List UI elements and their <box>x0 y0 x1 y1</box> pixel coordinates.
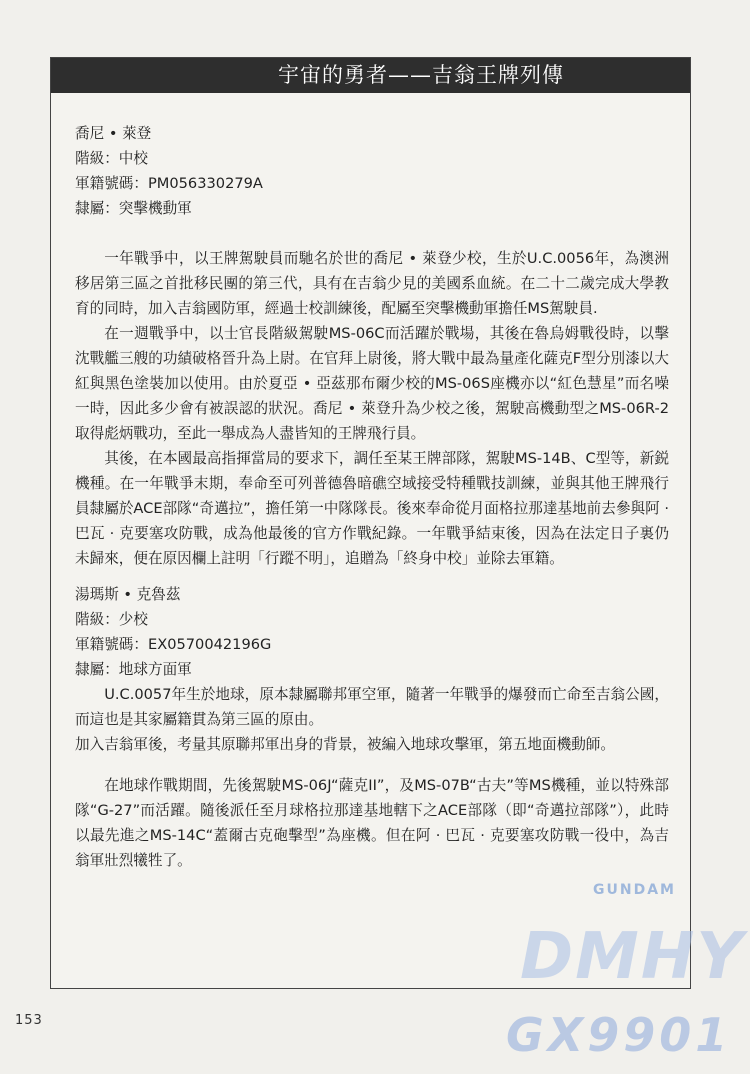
article-body <box>75 121 669 873</box>
watermark-main-text: DMHY <box>520 920 745 994</box>
paragraph: 其後，在本國最高指揮當局的要求下，調任至某王牌部隊，駕駛MS-14B、C型等，新鋭機種。在一年戰爭末期，奉命至可列普德魯暗礁空域接受特種戰技訓練，並與其他王牌飛行員隸屬於ACE部隊“奇邁拉”，擔任第一中隊隊長。後來奉命從月面格拉那達基地前去參與阿 · 巴瓦 · 克要塞攻防戰，成為他最後的官方作戰紀錄。一年戰爭結束後，因為在法定日子裏仍未歸來，便在原因欄上註明「行蹤不明」，追贈為「終身中校」並除去軍籍。 <box>75 450 669 567</box>
profile-serial: 軍籍號碼：EX0570042196G <box>75 636 272 653</box>
profile-unit: 隸屬：突擊機動軍 <box>75 200 192 217</box>
profile-rank: 階級：中校 <box>75 150 148 167</box>
paragraph: 一年戰爭中，以王牌駕駛員而馳名於世的喬尼 • 萊登少校，生於U.C.0056年，為澳洲移居第三區之首批移民團的第三代，具有在吉翁少見的美國系血統。在二十二歲完成大學教育的同時，加入吉翁國防軍，經過士校訓練後，配屬至突擊機動軍擔任MS駕駛員. <box>75 250 669 317</box>
paragraph: 在一週戰爭中，以士官長階級駕駛MS-06C而活躍於戰場，其後在魯烏姆戰役時，以擊沈戰艦三艘的功績破格晉升為上尉。在官拜上尉後，將大戰中最為量產化薩克F型分別漆以大紅與黑色塗裝加以使用。由於夏亞 • 亞茲那布爾少校的MS-06S座機亦以“紅色慧星”而名噪一時，因此多少會有被誤認的狀況。喬尼 • 萊登升為少校之後，駕駛高機動型之MS-06R-2取得彪炳戰功，至此一舉成為人盡皆知的王牌飛行員。 <box>75 325 669 442</box>
watermark-bottom-text: GX9901 <box>506 1008 732 1062</box>
profile-name: 湯瑪斯 • 克魯茲 <box>75 586 181 603</box>
profile-rank: 階級：少校 <box>75 611 148 628</box>
page-frame <box>50 57 691 989</box>
profile-thomas-kurtz <box>75 582 669 873</box>
page-number: 153 <box>15 1013 43 1028</box>
profile-unit: 隸屬：地球方面軍 <box>75 661 192 678</box>
paragraph: U.C.0057年生於地球，原本隸屬聯邦軍空軍，隨著一年戰爭的爆發而亡命至吉翁公國，而這也是其家屬籍貫為第三區的原由。 <box>75 686 669 728</box>
watermark-top-text: GUNDAM <box>593 882 676 898</box>
watermark-logo <box>480 880 745 1070</box>
profile-johnny-ridden <box>75 121 669 571</box>
paragraph: 在地球作戰期間，先後駕駛MS-06J“薩克II”，及MS-07B“古夫”等MS機種，並以特殊部隊“G-27”而活躍。隨後派任至月球格拉那達基地轄下之ACE部隊（即“奇邁拉部隊”），此時以最先進之MS-14C“蓋爾古克砲擊型”為座機。但在阿 · 巴瓦 · 克要塞攻防戰一役中，為吉翁軍壯烈犧牲了。 <box>75 777 669 869</box>
page-title: 宇宙的勇者——吉翁王牌列傳 <box>278 63 564 87</box>
title-bar <box>51 58 690 93</box>
profile-serial: 軍籍號碼：PM056330279A <box>75 175 263 192</box>
paragraph: 加入吉翁軍後，考量其原聯邦軍出身的背景，被編入地球攻擊軍，第五地面機動師。 <box>75 736 615 753</box>
profile-name: 喬尼 • 萊登 <box>75 125 152 142</box>
